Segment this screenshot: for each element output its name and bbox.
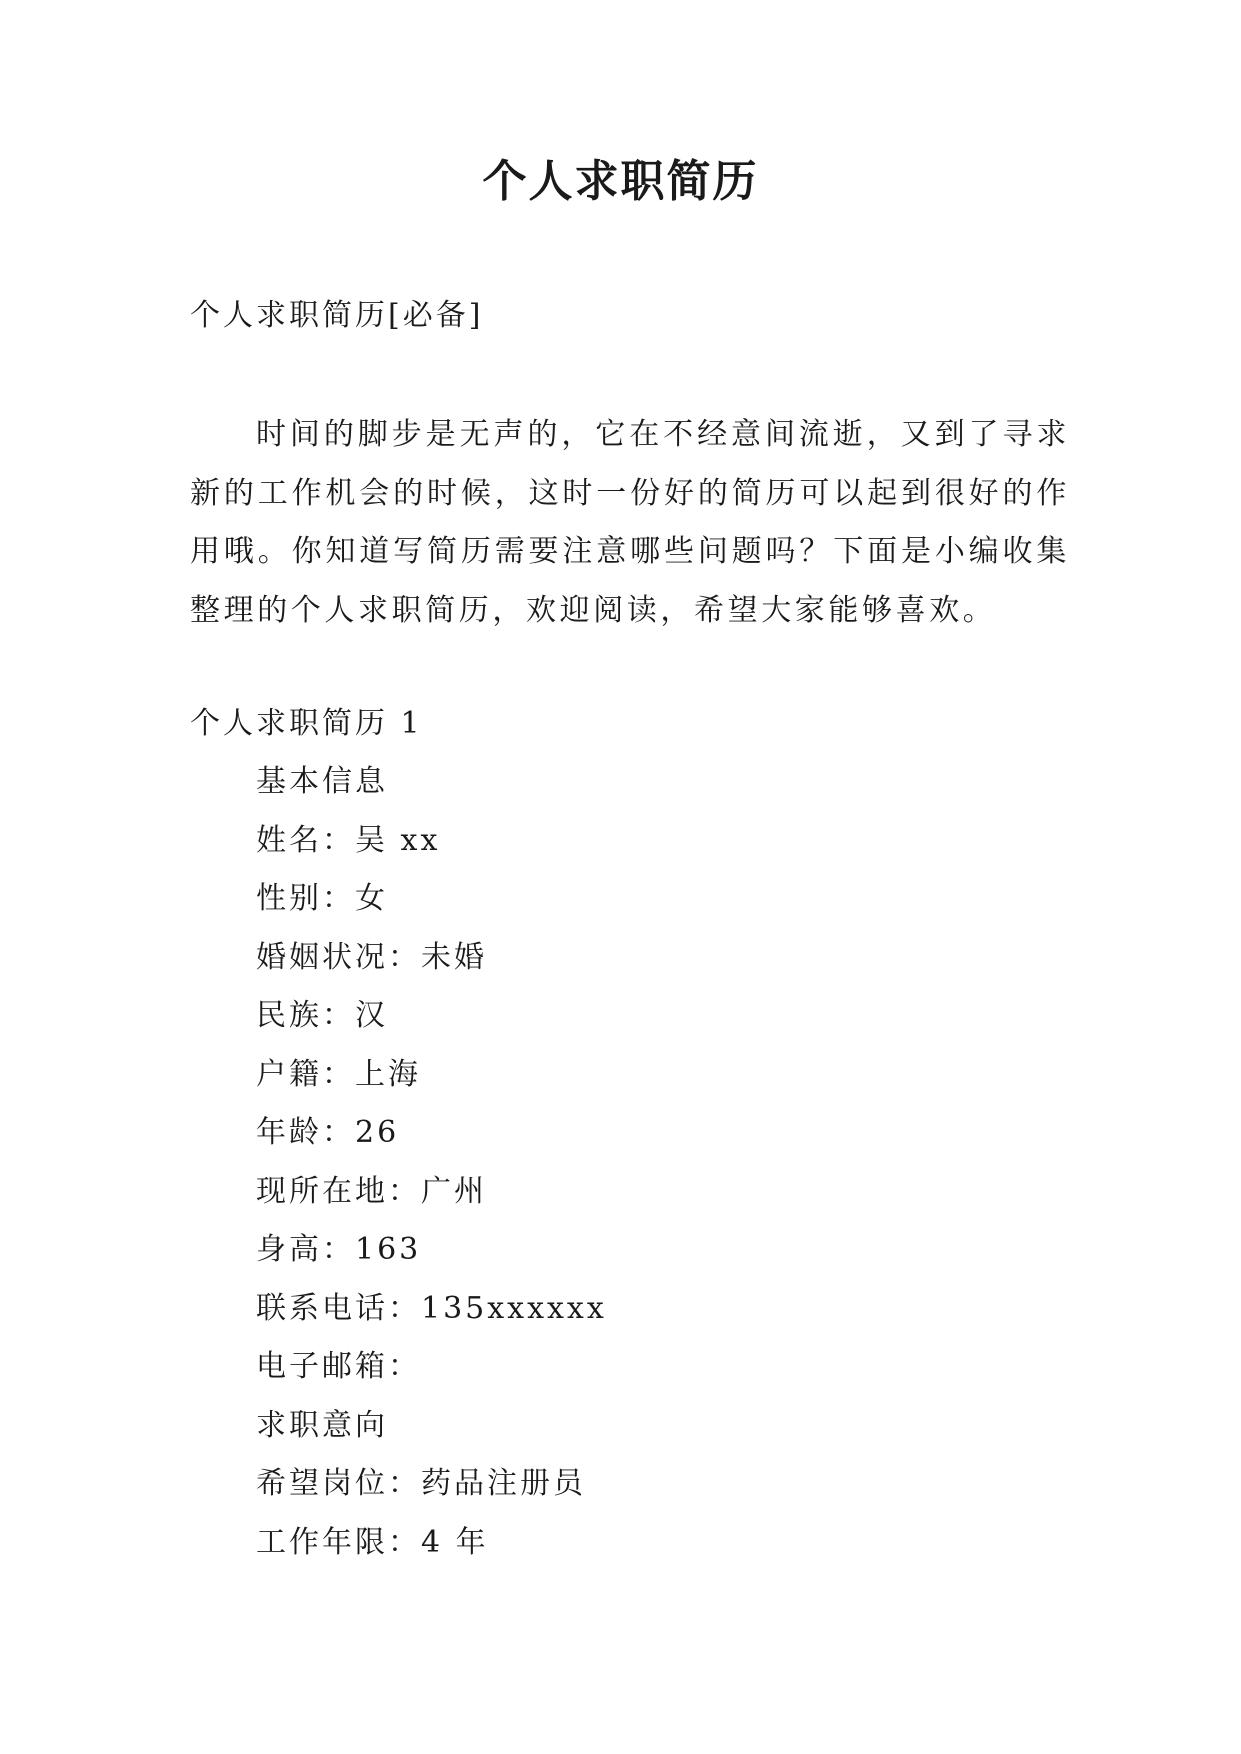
info-line-basic-info: 基本信息 (256, 764, 388, 799)
info-line-phone: 联系电话：135xxxxxx (256, 1290, 607, 1326)
info-line-current-location: 现所在地：广州 (256, 1173, 487, 1209)
info-line-household-registration: 户籍：上海 (256, 1056, 421, 1092)
info-line-height: 身高：163 (256, 1232, 422, 1267)
info-line-age: 年龄：26 (256, 1115, 400, 1150)
info-line-desired-position: 希望岗位：药品注册员 (256, 1466, 586, 1501)
resume-info-list (256, 762, 607, 1581)
info-line-marital-status: 婚姻状况：未婚 (256, 939, 487, 975)
info-line-job-intention: 求职意向 (256, 1407, 388, 1443)
document-subtitle: 个人求职简历[必备] (190, 298, 484, 333)
info-line-email: 电子邮箱： (256, 1349, 421, 1384)
intro-paragraph: 时间的脚步是无声的，它在不经意间流逝，又到了寻求新的工作机会的时候，这时一份好的简历可以起到很好的作用哦。你知道写简历需要注意哪些问题吗？下面是小编收集整理的个人求职简历，欢迎阅读，希望大家能够喜欢。 (190, 417, 1070, 628)
info-line-name: 姓名：吴 xx (256, 822, 441, 858)
info-line-gender: 性别：女 (256, 881, 388, 916)
info-line-ethnicity: 民族：汉 (256, 998, 388, 1033)
document-title: 个人求职简历 (482, 156, 759, 207)
section-title: 个人求职简历 1 (190, 706, 423, 741)
info-line-work-years: 工作年限：4 年 (256, 1524, 489, 1560)
